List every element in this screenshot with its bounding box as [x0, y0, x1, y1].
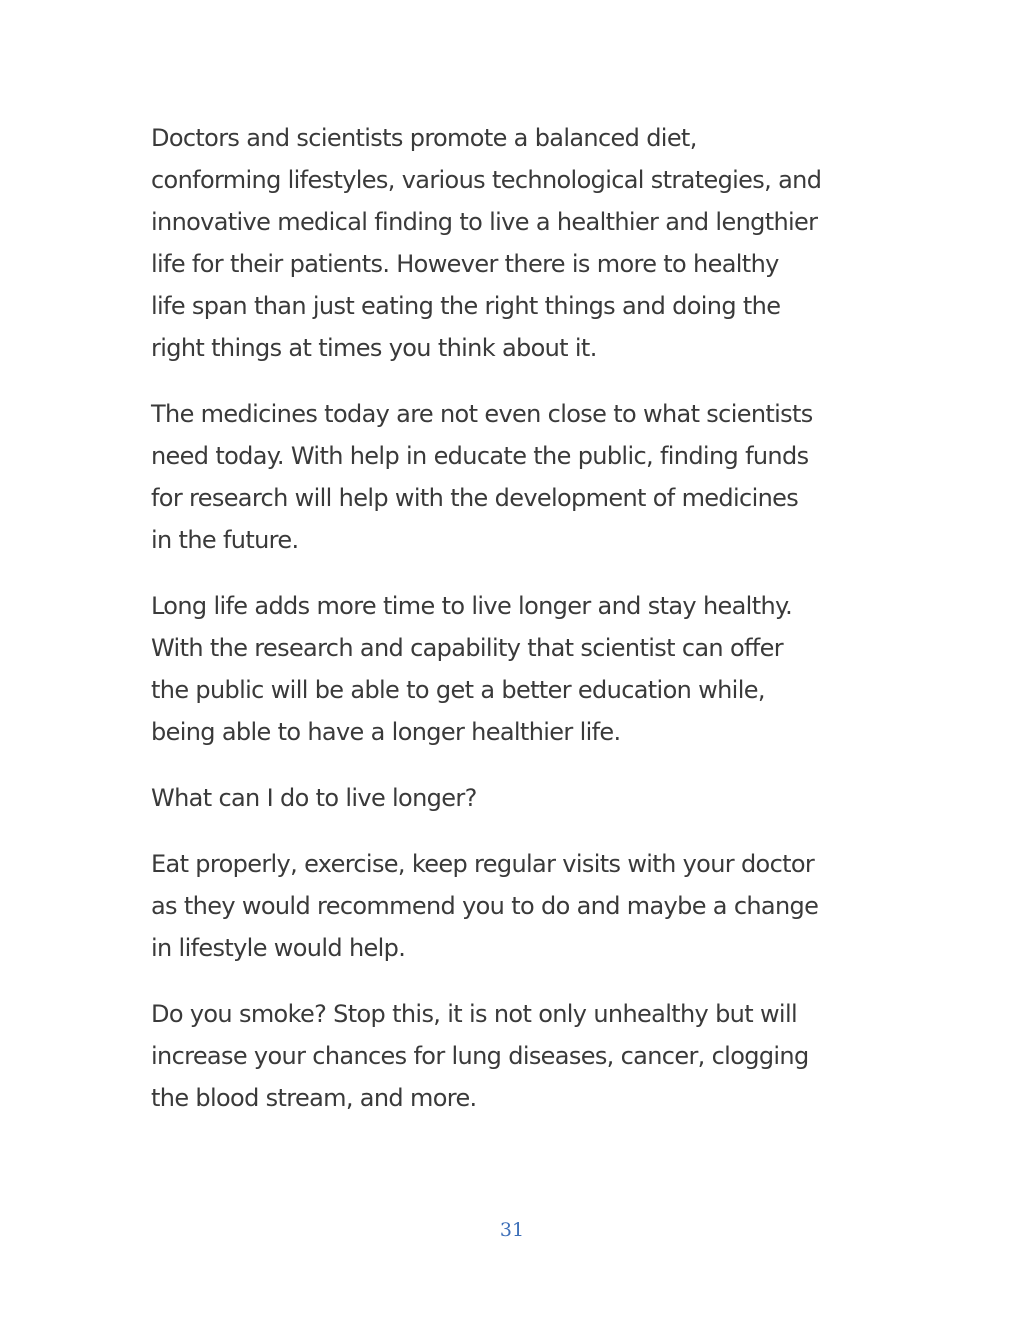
text-line: the public will be able to get a better education while,	[151, 676, 765, 704]
text-line: Long life adds more time to live longer and stay healthy.	[151, 592, 793, 620]
paragraph-6	[151, 993, 881, 1119]
text-line: the blood stream, and more.	[151, 1084, 477, 1112]
paragraph-3	[151, 585, 881, 753]
text-line: being able to have a longer healthier life.	[151, 718, 621, 746]
text-line: need today. With help in educate the public, finding funds	[151, 442, 809, 470]
text-line: as they would recommend you to do and maybe a change	[151, 892, 819, 920]
paragraph-2	[151, 393, 881, 561]
text-line: What can I do to live longer?	[151, 784, 477, 812]
text-line: for research will help with the development of medicines	[151, 484, 799, 512]
text-line: in lifestyle would help.	[151, 934, 406, 962]
text-line: innovative medical finding to live a healthier and lengthier	[151, 208, 818, 236]
text-line: Do you smoke? Stop this, it is not only unhealthy but will	[151, 1000, 797, 1028]
document-body	[151, 117, 881, 1143]
text-line: Doctors and scientists promote a balanced diet,	[151, 124, 697, 152]
paragraph-1	[151, 117, 881, 369]
page-number: 31	[499, 1219, 525, 1241]
text-line: With the research and capability that scientist can offer	[151, 634, 783, 662]
paragraph-5	[151, 843, 881, 969]
text-line: life for their patients. However there is more to healthy	[151, 250, 779, 278]
text-line: Eat properly, exercise, keep regular visits with your doctor	[151, 850, 815, 878]
paragraph-4	[151, 777, 881, 819]
text-line: increase your chances for lung diseases, cancer, clogging	[151, 1042, 809, 1070]
text-line: in the future.	[151, 526, 299, 554]
text-line: The medicines today are not even close to what scientists	[151, 400, 813, 428]
text-line: conforming lifestyles, various technological strategies, and	[151, 166, 822, 194]
text-line: life span than just eating the right things and doing the	[151, 292, 781, 320]
text-line: right things at times you think about it.	[151, 334, 597, 362]
